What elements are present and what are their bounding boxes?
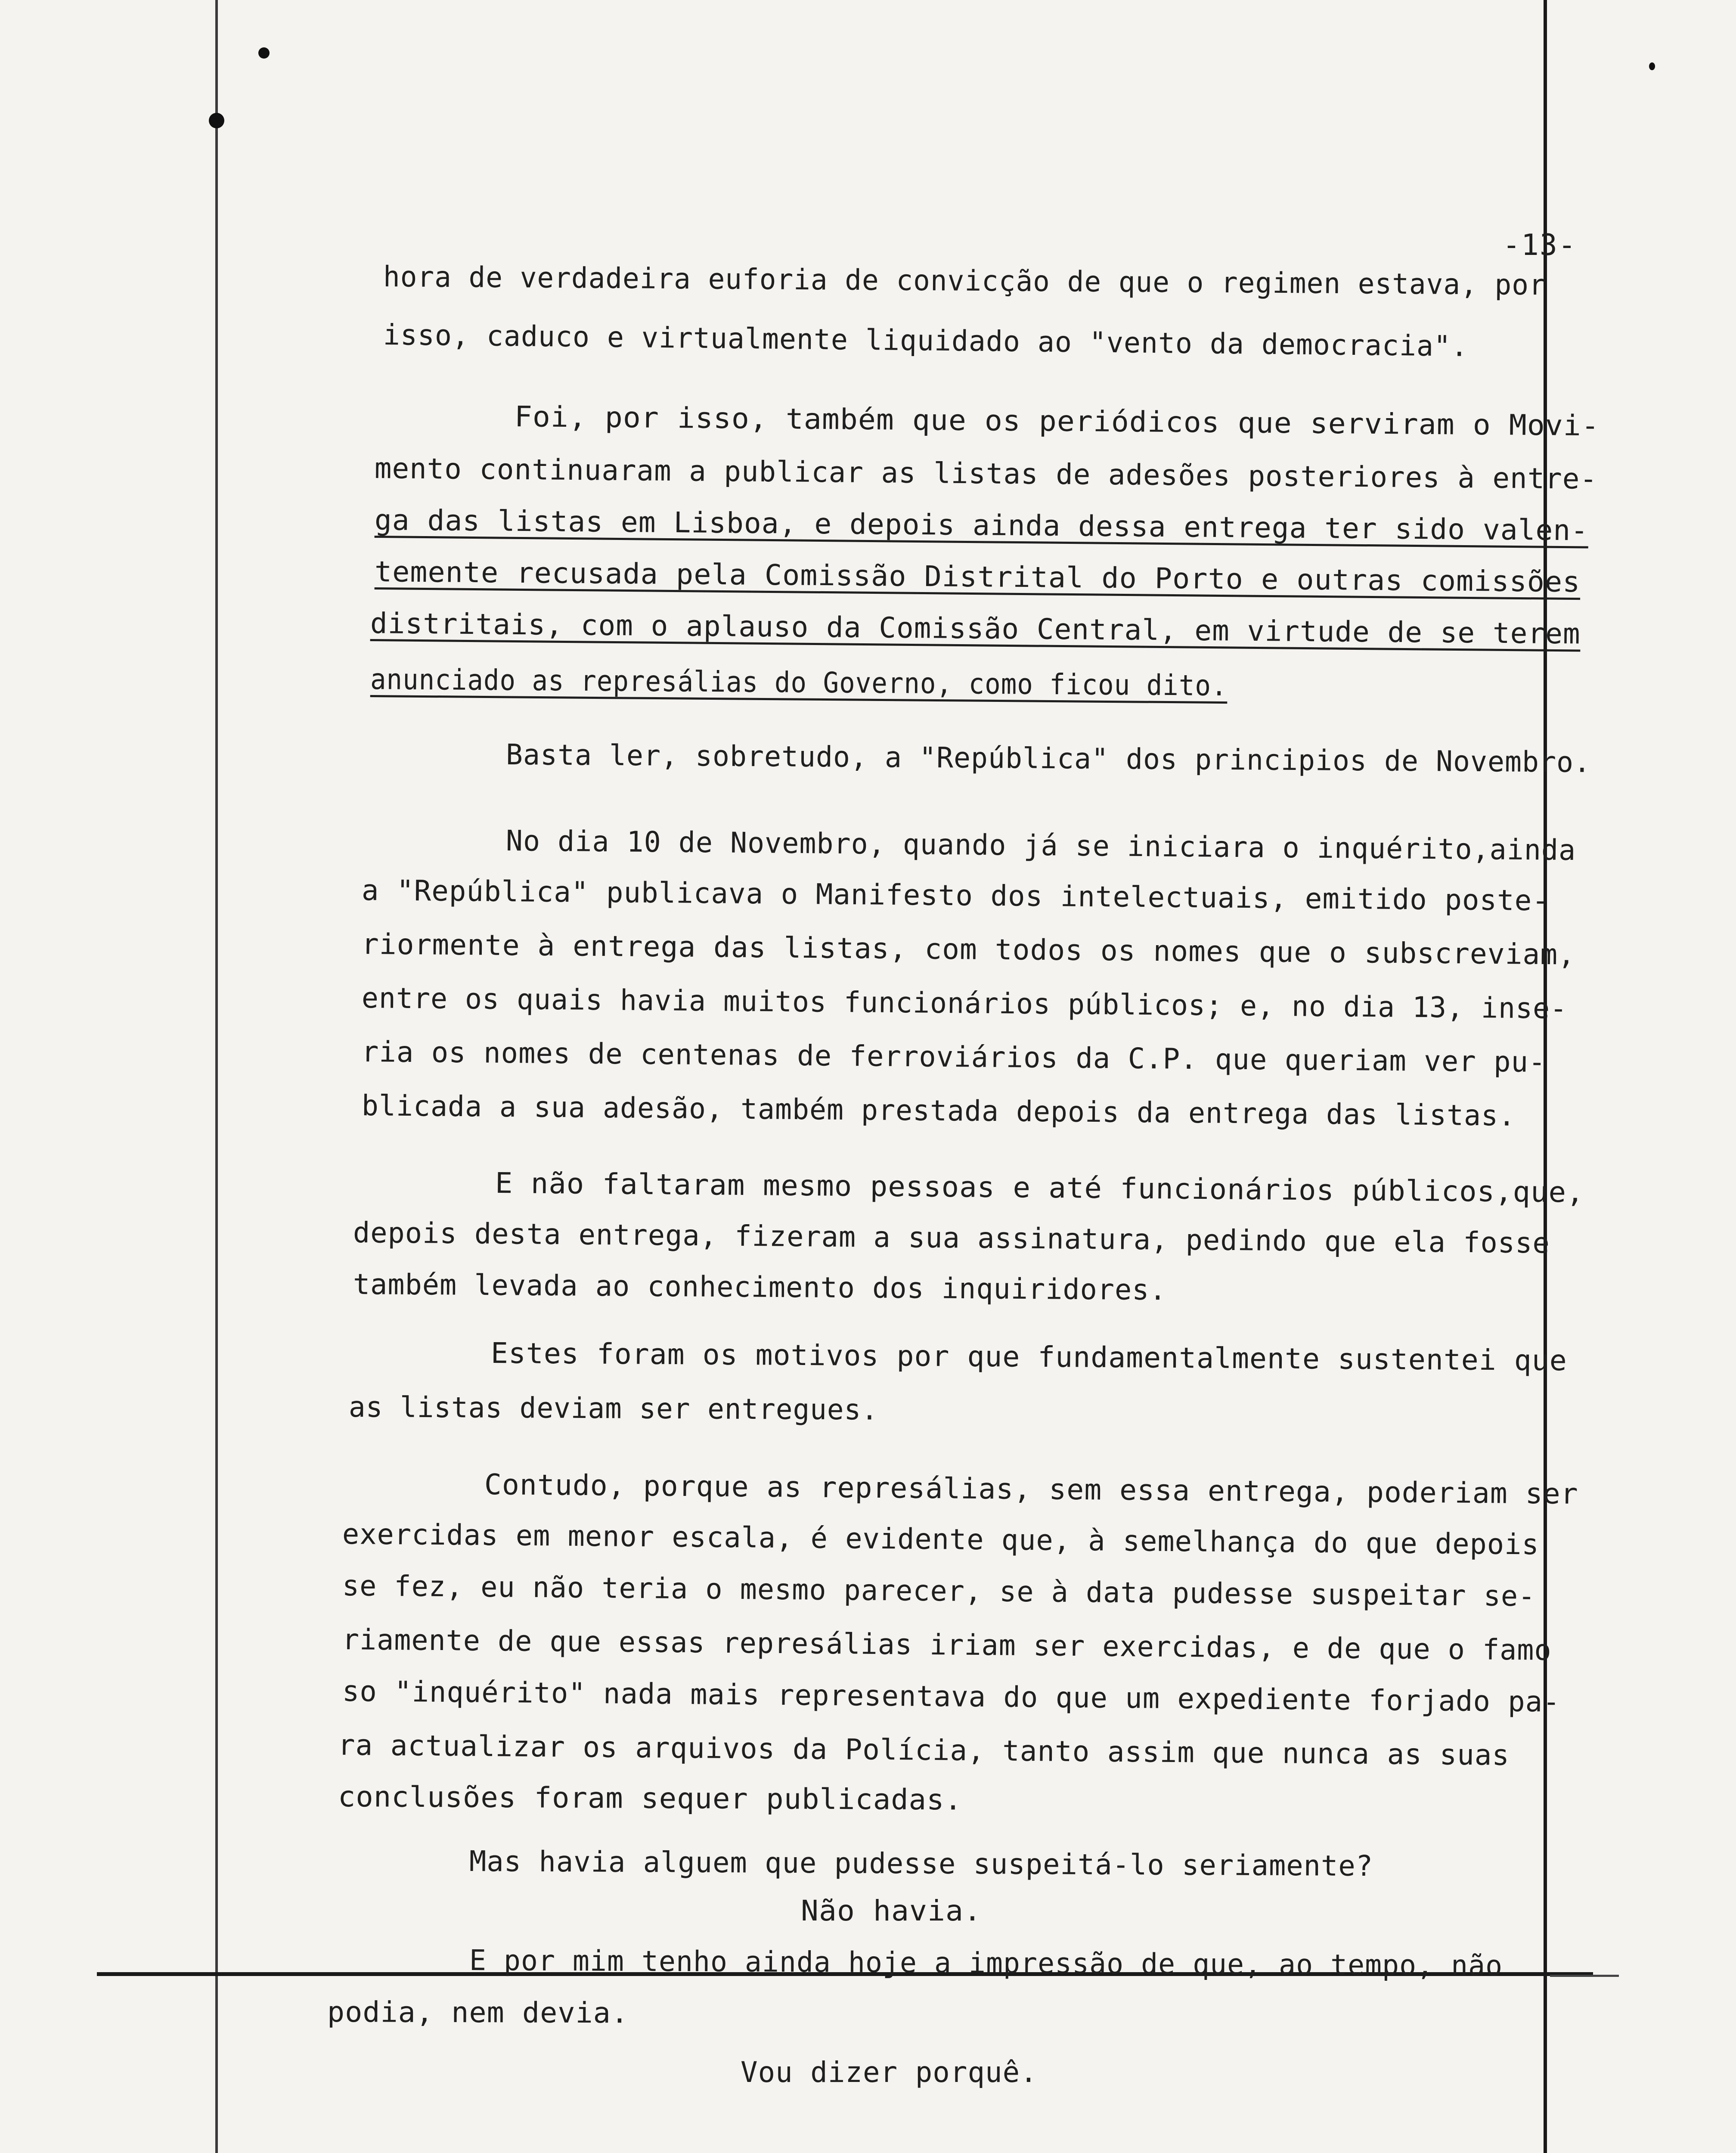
- text-line: depois desta entrega, fizeram a sua assinatura, pedindo que ela fosse: [353, 1216, 1550, 1260]
- text-line: ria os nomes de centenas de ferroviários da C.P. que queriam ver pu-: [361, 1035, 1546, 1079]
- text-line: No dia 10 de Novembro, quando já se iniciara o inquérito,ainda: [505, 824, 1576, 867]
- text-line: so "inquérito" nada mais representava do que um expediente forjado pa-: [342, 1675, 1560, 1719]
- text-line: anunciado as represálias do Governo, como ficou dito.: [370, 663, 1228, 703]
- text-line: isso, caduco e virtualmente liquidado ao "vento da democracia".: [383, 318, 1469, 363]
- text-line: blicada a sua adesão, também prestada depois da entrega das listas.: [361, 1089, 1516, 1132]
- text-line: riamente de que essas represálias iriam ser exercidas, e de que o famo: [342, 1623, 1552, 1667]
- text-line: riormente à entrega das listas, com todos os nomes que o subscreviam,: [361, 928, 1576, 971]
- text-line: Contudo, porque as represálias, sem essa entrega, poderiam ser: [484, 1468, 1578, 1511]
- text-line: E por mim tenho ainda hoje a impressão de que, ao tempo, não: [469, 1944, 1503, 1982]
- text-line: Não havia.: [801, 1894, 982, 1927]
- text-line: distritais, com o aplauso da Comissão Central, em virtude de se terem: [370, 607, 1581, 651]
- page-number: -13-: [1503, 228, 1577, 262]
- text-line: Mas havia alguem que pudesse suspeitá-lo seriamente?: [469, 1845, 1373, 1883]
- punch-hole-mark: [209, 113, 224, 128]
- text-line: podia, nem devia.: [327, 1995, 629, 2030]
- text-line: entre os quais havia muitos funcionários públicos; e, no dia 13, inse-: [361, 981, 1568, 1025]
- text-line: ra actualizar os arquivos da Polícia, tanto assim que nunca as suas: [338, 1728, 1510, 1772]
- text-line: a "República" publicava o Manifesto dos intelectuais, emitido poste-: [361, 874, 1550, 918]
- left-margin-rule: [215, 0, 218, 2153]
- text-line: ga das listas em Lisboa, e depois ainda dessa entrega ter sido valen-: [374, 503, 1589, 547]
- text-line: exercidas em menor escala, é evidente que, à semelhança do que depois: [342, 1517, 1540, 1561]
- text-line: E não faltaram mesmo pessoas e até funcionários públicos,que,: [495, 1166, 1584, 1209]
- text-line: as listas deviam ser entregues.: [348, 1390, 879, 1427]
- speck-mark: [1649, 62, 1655, 70]
- text-line: se fez, eu não teria o mesmo parecer, se à data pudesse suspeitar se-: [342, 1569, 1536, 1613]
- text-line: Vou dizer porquê.: [741, 2056, 1038, 2089]
- text-line: conclusões foram sequer publicadas.: [338, 1780, 963, 1817]
- text-line: hora de verdadeira euforia de convicção de que o regimen estava, por: [383, 260, 1546, 302]
- text-line: também levada ao conhecimento dos inquiridores.: [353, 1268, 1167, 1307]
- text-line: mento continuaram a publicar as listas de adesões posteriores à entre-: [374, 452, 1598, 496]
- text-line: Estes foram os motivos por que fundamentalmente sustentei que: [490, 1337, 1567, 1377]
- punch-hole-mark: [258, 47, 270, 59]
- text-line: Basta ler, sobretudo, a "República" dos principios de Novembro.: [505, 738, 1591, 779]
- text-line: temente recusada pela Comissão Distrital do Porto e outras comissões: [374, 555, 1581, 599]
- bottom-rule-extension: [1550, 1975, 1619, 1977]
- text-line: Foi, por isso, também que os periódicos que serviram o Movi-: [514, 400, 1600, 443]
